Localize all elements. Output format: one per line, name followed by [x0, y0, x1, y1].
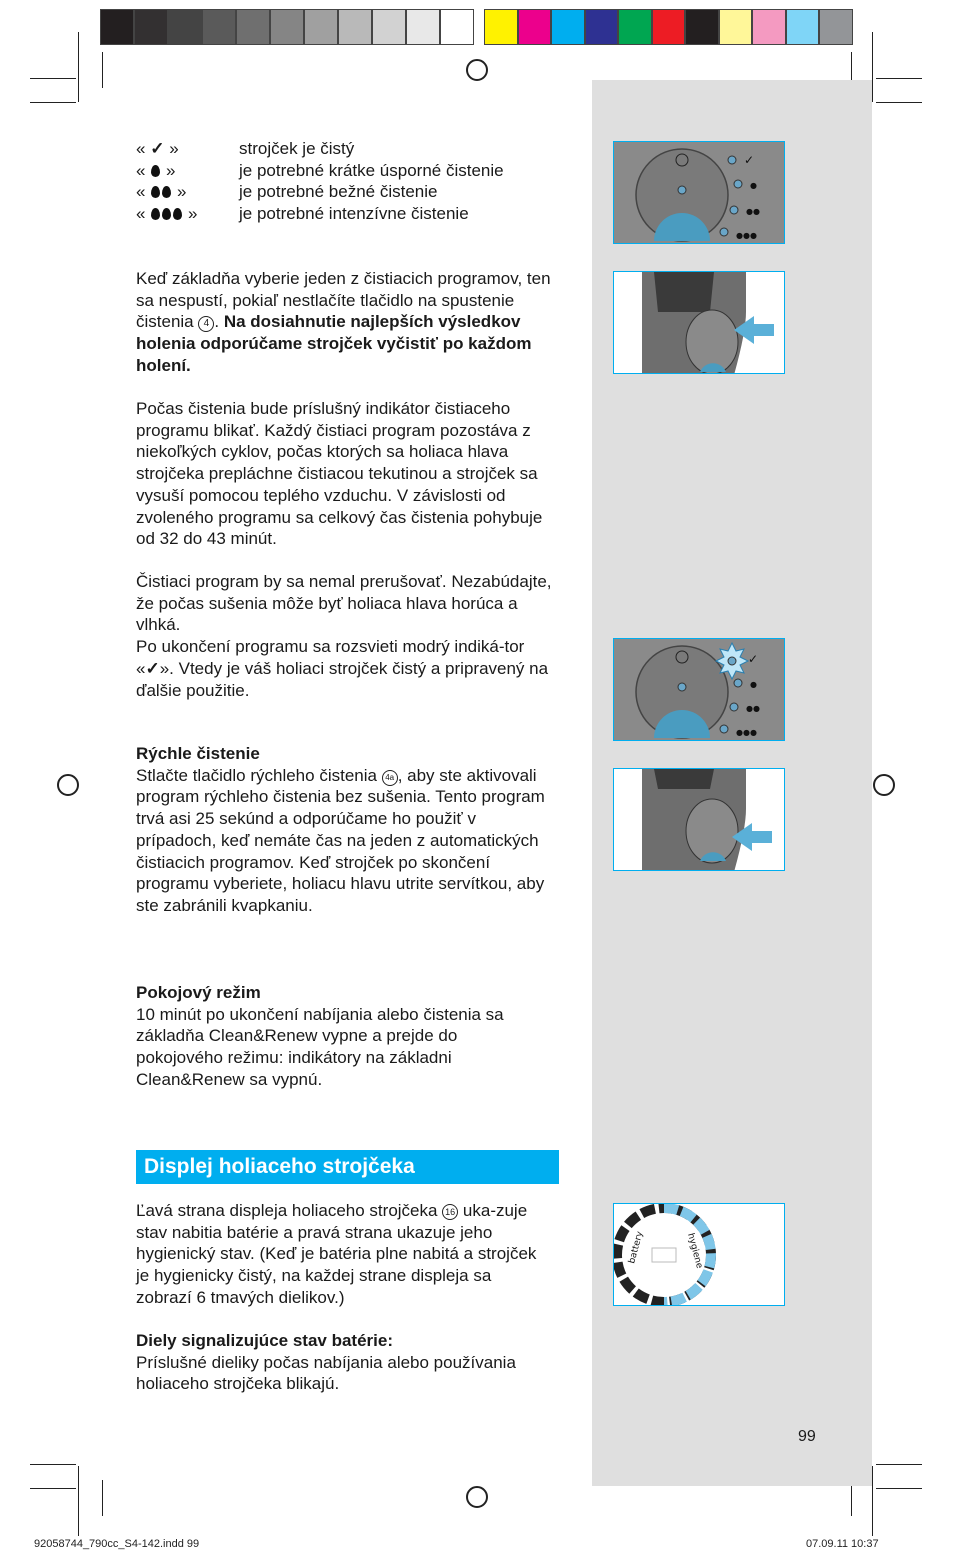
drop-icon [151, 208, 160, 220]
svg-text:●: ● [750, 181, 757, 190]
crop-mark [30, 1488, 76, 1489]
gray-swatch [440, 9, 474, 45]
color-swatch [719, 9, 753, 45]
crop-mark [876, 78, 922, 79]
color-swatch [819, 9, 853, 45]
crop-mark [872, 1466, 873, 1536]
svg-text:●●●: ●●● [736, 728, 757, 737]
paragraph-interrupt-warning: Čistiaci program by sa nemal prerušovať. Nezabúdajte, že počas sušenia môže byť holiaca hlava horúca a vlhká. Po ukončení programu sa rozsvieti modrý indiká-tor «✓». Vtedy je váš holiaci strojček čistý a pripravený na ďalšie použitie. [136, 572, 552, 700]
paragraph-program-start: Keď základňa vyberie jeden z čistiacich programov, ten sa nespustí, pokiaľ nestlačíte tlačidlo na spustenie čistenia 4 . Na dosiahnutie najlepších výsledkov holenia odporúčame strojček vyčistiť po každom holení. [136, 269, 551, 375]
svg-text:●●●: ●●● [736, 231, 757, 240]
crop-mark [30, 1464, 76, 1465]
color-swatch [518, 9, 552, 45]
svg-text:✓: ✓ [748, 652, 759, 666]
gray-swatch [304, 9, 338, 45]
swatch-gap [474, 9, 484, 45]
battery-label: battery [627, 1230, 646, 1265]
color-swatch [484, 9, 518, 45]
color-swatch [585, 9, 619, 45]
paragraph-cleaning-duration: Počas čistenia bude príslušný indikátor čistiaceho programu blikať. Každý čistiaci program pozostáva z niekoľkých cyklov, počas ktorých sa holiaca hlava strojčeka prepláchne čistiacou tekutinou a strojček sa vysuší pomocou teplého vzduchu. V závislosti od zvoleného programu sa celkový čas čistenia pohybuje od 32 do 43 minút. [136, 399, 543, 549]
legend-row-clean: « ✓ » strojček je čistý [136, 139, 355, 158]
crop-mark [78, 32, 79, 102]
color-swatch [618, 9, 652, 45]
gray-swatch [202, 9, 236, 45]
legend-row-short: « » je potrebné krátke úsporné čistenie [136, 161, 504, 180]
gray-swatch [406, 9, 440, 45]
color-swatch [786, 9, 820, 45]
battery-title: Diely signalizujúce stav batérie: [136, 1331, 393, 1350]
gray-swatch [270, 9, 304, 45]
svg-text:●●: ●● [746, 704, 760, 713]
drop-icon [162, 186, 171, 198]
footer-timestamp: 07.09.11 10:37 [806, 1538, 879, 1550]
drop-icon [173, 208, 182, 220]
registration-mark-icon [873, 774, 895, 796]
base-indicator-figure-1 [613, 141, 785, 244]
drop-icon [151, 186, 160, 198]
crop-mark [876, 1464, 922, 1465]
standby-title: Pokojový režim [136, 983, 261, 1002]
base-button-figure-1 [613, 271, 785, 374]
crop-mark [78, 1466, 79, 1536]
color-swatch [652, 9, 686, 45]
crop-mark [30, 102, 76, 103]
crop-mark [102, 52, 103, 88]
color-swatch [551, 9, 585, 45]
section-battery-segments: Diely signalizujúce stav batérie: Príslušné dieliky počas nabíjania alebo používania holiaceho strojčeka blikajú. [136, 1331, 516, 1394]
gray-swatch [372, 9, 406, 45]
svg-text:●●: ●● [746, 207, 760, 216]
base-indicator-figure-2 [613, 638, 785, 741]
quick-cleaning-title: Rýchle čistenie [136, 744, 260, 763]
legend-row-normal: « » je potrebné bežné čistenie [136, 182, 438, 201]
gray-swatch [168, 9, 202, 45]
section-heading: Displej holiaceho strojčeka [136, 1150, 559, 1184]
hygiene-label: hygiene [685, 1232, 705, 1270]
drop-icon [151, 165, 160, 177]
crop-mark [872, 32, 873, 102]
legend-row-intensive: « » je potrebné intenzívne čistenie [136, 204, 469, 223]
gray-swatch [100, 9, 134, 45]
color-swatch [752, 9, 786, 45]
check-icon: ✓ [145, 658, 160, 678]
crop-mark [876, 102, 922, 103]
gray-swatch [134, 9, 168, 45]
drop-icon [162, 208, 171, 220]
footer-file-name: 92058744_790cc_S4-142.indd 99 [34, 1538, 200, 1550]
paragraph-shaver-display: Ľavá strana displeja holiaceho strojčeka 16 uka-zuje stav nabitia batérie a pravá strana ukazuje jeho hygienický stav. (Keď je batéria plne nabitá a strojček je hygienicky čistý, na každej strane displeja sa zobrazí 6 tmavých dielikov.) [136, 1201, 537, 1307]
color-swatch [685, 9, 719, 45]
shaver-display-figure [613, 1203, 785, 1306]
section-quick-cleaning: Rýchle čistenie Stlačte tlačidlo rýchleho čistenia 4a , aby ste aktivovali program rýchleho čistenia bez sušenia. Tento program trvá asi 25 sekúnd a odporúčame ho použiť v prípadoch, keď nemáte čas na jeden z automatických čistiacich programov. Keď strojček po skončení programu vyberiete, holiacu hlavu utrite servítkou, aby ste zabránili kvapkaniu. [136, 744, 545, 915]
crop-mark [102, 1480, 103, 1516]
page-number: 99 [798, 1428, 816, 1445]
svg-text:●: ● [750, 680, 757, 689]
crop-mark [30, 78, 76, 79]
color-calibration-bar [100, 9, 855, 45]
registration-mark-icon [57, 774, 79, 796]
base-button-figure-2 [613, 768, 785, 871]
registration-mark-icon [466, 1486, 488, 1508]
gray-swatch [338, 9, 372, 45]
gray-swatch [236, 9, 270, 45]
svg-text:✓: ✓ [744, 153, 755, 167]
section-standby: Pokojový režim 10 minút po ukončení nabíjania alebo čistenia sa základňa Clean&Renew vypne a prejde do pokojového režimu: indikátory na základni Clean&Renew sa vypnú. [136, 983, 504, 1089]
check-icon: ✓ [150, 139, 165, 158]
crop-mark [876, 1488, 922, 1489]
registration-mark-icon [466, 59, 488, 81]
